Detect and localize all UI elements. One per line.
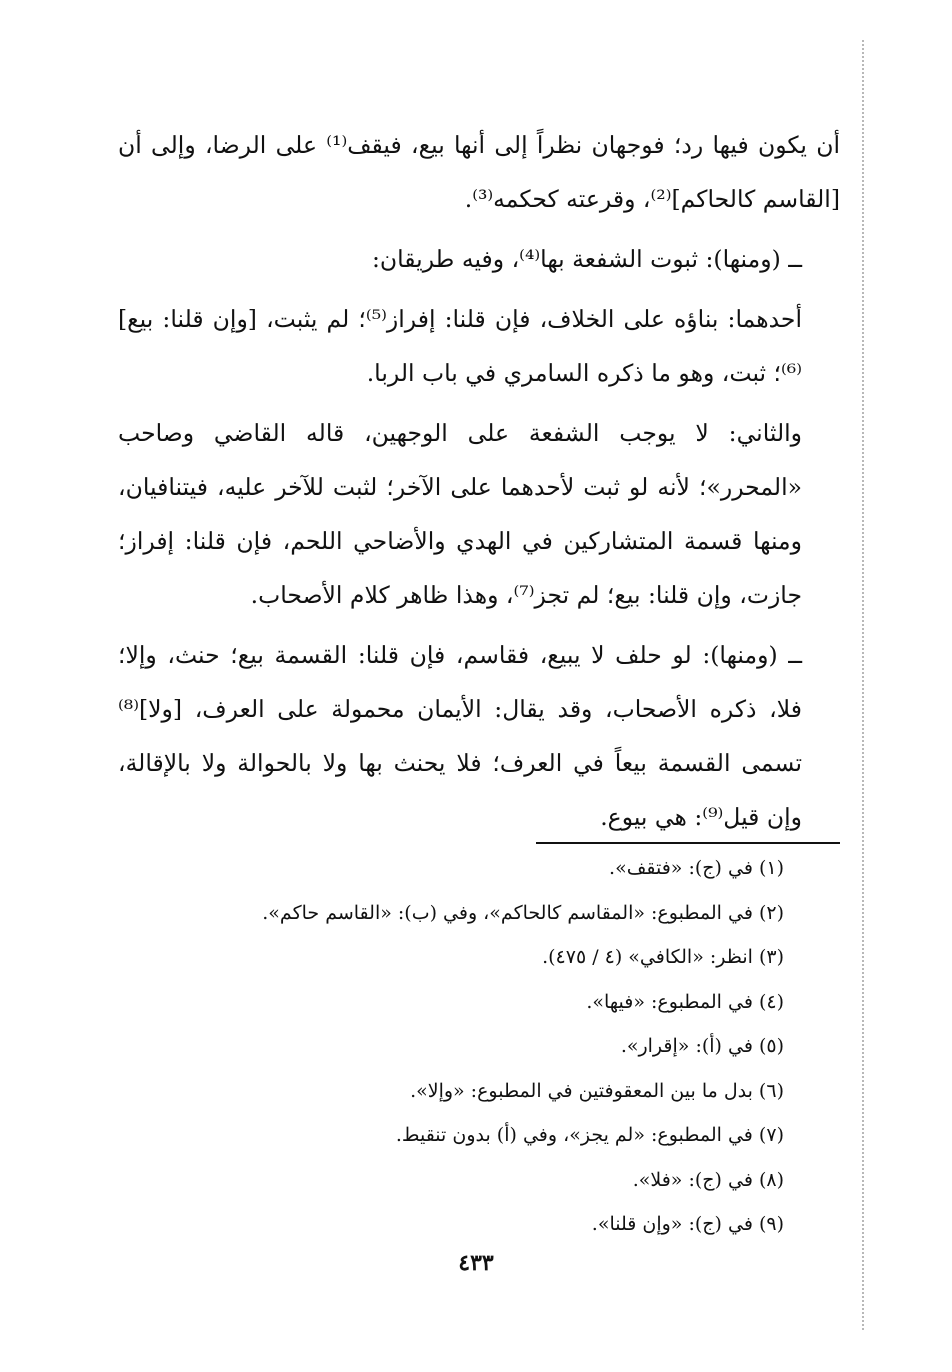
footnote-4: (٤) في المطبوع: «فيها». bbox=[586, 990, 784, 1013]
paragraph-1: أن يكون فيها رد؛ فوجهان نظراً إلى أنها بيع، فيقف⁽¹⁾ على الرضا، وإلى أن [القاسم كالحاكم]⁽²⁾، وقرعته كحكمه⁽³⁾. bbox=[118, 131, 841, 213]
binding-edge-dots bbox=[862, 40, 864, 1330]
footnote-5: (٥) في (أ): «إقرار». bbox=[620, 1035, 784, 1057]
footnote-3: (٣) انظر: «الكافي» (٤ / ٤٧٥). bbox=[542, 946, 784, 968]
footnote-6: (٦) بدل ما بين المعقوفتين في المطبوع: «وإلا». bbox=[410, 1079, 784, 1102]
footnote-7: (٧) في المطبوع: «لم يجز»، وفي (أ) بدون تنقيط. bbox=[395, 1124, 784, 1146]
paragraph-2: ــ (ومنها): ثبوت الشفعة بها⁽⁴⁾، وفيه طريقان: bbox=[371, 245, 802, 273]
footnote-1: (١) في (ج): «فتقف». bbox=[609, 857, 784, 879]
main-text-body bbox=[118, 118, 840, 850]
footnote-separator bbox=[536, 842, 840, 844]
page-number: ٤٣٣ bbox=[458, 1250, 494, 1276]
paragraph-3: أحدهما: بناؤه على الخلاف، فإن قلنا: إفراز⁽⁵⁾؛ لم يثبت، [وإن قلنا: بيع]⁽⁶⁾؛ ثبت، وهو ما ذكره السامري في باب الربا. bbox=[118, 305, 802, 387]
paragraph-4: والثاني: لا يوجب الشفعة على الوجهين، قاله القاضي وصاحب «المحرر»؛ لأنه لو ثبت لأحدهما على الآخر؛ لثبت للآخر عليه، فيتنافيان، ومنها قسمة المتشاركين في الهدي والأضاحي اللحم، فإن قلنا: إفراز؛ جازت، وإن قلنا: بيع؛ لم تجز⁽⁷⁾، وهذا ظاهر كلام الأصحاب. bbox=[118, 419, 802, 609]
paragraph-5: ــ (ومنها): لو حلف لا يبيع، فقاسم، فإن قلنا: القسمة بيع؛ حنث، وإلا؛ فلا، ذكره الأصحاب، وقد يقال: الأيمان محمولة على العرف، [ولا]⁽⁸⁾ تسمى القسمة بيعاً في العرف؛ فلا يحنث بها ولا بالحوالة ولا بالإقالة، وإن قيل⁽⁹⁾: هي بيوع. bbox=[118, 641, 802, 831]
footnote-9: (٩) في (ج): «وإن قلنا». bbox=[591, 1213, 784, 1235]
footnote-2: (٢) في المطبوع: «المقاسم كالحاكم»، وفي (ب): «القاسم حاكم». bbox=[262, 901, 784, 924]
footnotes bbox=[118, 846, 784, 1247]
footnote-8: (٨) في (ج): «فلا». bbox=[632, 1168, 784, 1191]
